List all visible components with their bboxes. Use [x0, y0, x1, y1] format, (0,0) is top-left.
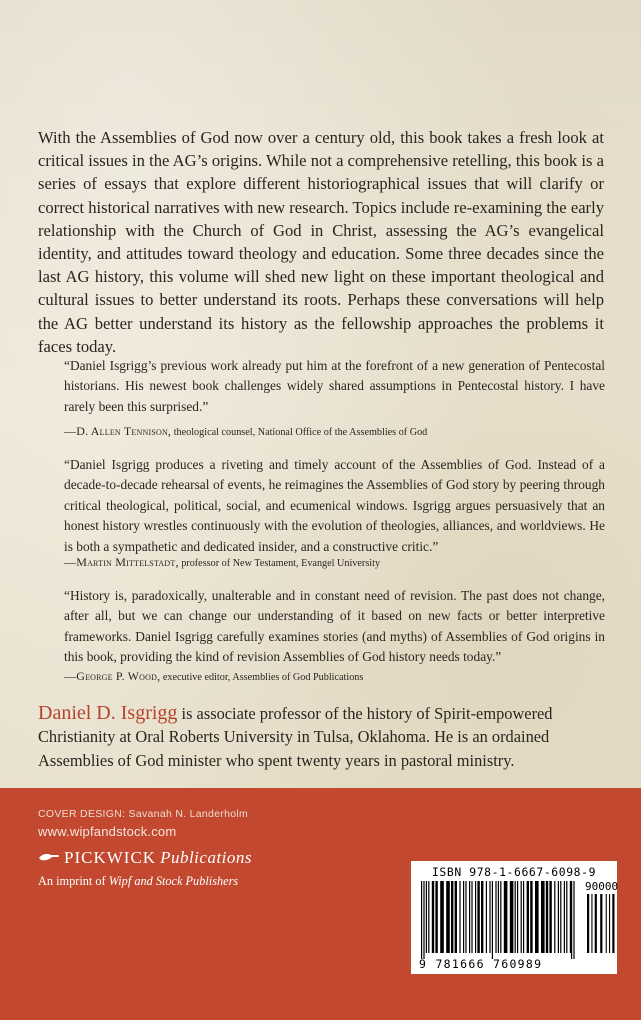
barcode-bar: [495, 881, 496, 953]
barcode-bar: [558, 881, 559, 953]
endorsement-quote: “History is, paradoxically, unalterable and in constant need of revision. The past does not change, after all, but we can change our understanding of it based on new facts or better interpretive frameworks. Daniel Isgrigg carefully examines stories (and myths) of Assemblies of God origins in this book, providing the kind of revision Assemblies of God history needs today.”: [64, 588, 605, 665]
book-description: With the Assemblies of God now over a century old, this book takes a fresh look at critical issues in the AG’s origins. While not a comprehensive retelling, this book is a series of essays that explore different historiographical issues that will clarify or correct historical narratives with new research. Topics include re-examining the early relationship with the Church of God in Christ, assessing the AG’s evangelical identity, and attitudes toward theology and education. Some three decades since the last AG history, this volume will shed new light on these important theological and cultural issues to better understand its roots. Perhaps these conversations will help the AG better understand its history as the fellowship approaches the problems it faces today.: [38, 128, 604, 356]
endorser-role: professor of New Testament, Evangel University: [181, 558, 381, 569]
barcode-bar: [440, 881, 444, 953]
barcode-bar: [541, 881, 545, 953]
pickwick-hand-logo-icon: [38, 848, 60, 868]
endorser-name: —Martin Mittelstadt,: [64, 555, 179, 569]
barcode-bar: [549, 881, 551, 953]
barcode-bar: [435, 881, 437, 953]
barcode-bar: [451, 881, 453, 953]
addon-bar: [612, 894, 614, 953]
barcode-bar: [521, 881, 522, 953]
endorser-role: theological counsel, National Office of the Assemblies of God: [173, 427, 428, 438]
endorser-role: executive editor, Assemblies of God Publications: [162, 672, 364, 683]
endorser-name: —George P. Wood,: [64, 669, 161, 683]
imprint-prefix: An imprint of: [38, 874, 109, 888]
publisher-name: PICKWICK: [64, 848, 157, 867]
addon-bar: [587, 894, 589, 953]
isbn-barcode: [411, 861, 617, 974]
imprint-line: [38, 874, 238, 889]
addon-bar: [606, 894, 607, 953]
barcode-bar: [428, 881, 429, 953]
price-code: 90000: [585, 880, 619, 893]
addon-bar: [600, 894, 602, 953]
barcode-bar: [564, 881, 565, 953]
barcode-bar: [477, 881, 479, 953]
publisher-suffix: Publications: [160, 848, 253, 867]
barcode-bar: [515, 881, 516, 953]
barcode-bar: [426, 881, 427, 953]
barcode-bar: [423, 881, 424, 959]
barcode-bar: [500, 881, 501, 953]
barcode-bar: [530, 881, 532, 953]
addon-bar: [609, 894, 610, 953]
publisher-website[interactable]: www.wipfandstock.com: [38, 824, 177, 839]
endorsement-quote: “Daniel Isgrigg produces a riveting and timely account of the Assemblies of God. Instead of a decade-to-decade rehearsal of events, he reimagines the Assemblies of God story by peering through critical theological, political, social, and ecumenical windows. Isgrigg argues persuasively that an honest history wrestles continuously with the evolution of theologies, alliances, and worldviews. He is both a sympathetic and dedicated insider, and a constructive critic.”: [64, 457, 605, 554]
isbn-number: ISBN 978-1-6667-6098-9: [431, 865, 597, 879]
barcode-bar: [571, 881, 572, 959]
barcode-bar: [455, 881, 457, 953]
endorsement-attribution: [64, 424, 605, 439]
barcode-bar: [463, 881, 464, 953]
author-bio-text: is associate professor of the history of Spirit-empowered Christianity at Oral Roberts University in Tulsa, Oklahoma. He is an ordained Assemblies of God minister who spent twenty years in pastoral ministry.: [38, 704, 553, 770]
barcode-bar: [475, 881, 476, 953]
barcode-bar: [527, 881, 529, 953]
barcode-bar: [492, 881, 493, 959]
ean-number: 9 781666 760989: [419, 957, 543, 971]
barcode-bar: [486, 881, 487, 953]
barcode-bar: [459, 881, 460, 953]
barcode-bar: [570, 881, 571, 953]
barcode-bar: [446, 881, 450, 953]
addon-bar: [591, 894, 592, 953]
endorser-name: —D. Allen Tennison,: [64, 424, 172, 438]
author-bio: [38, 702, 604, 772]
barcode-bar: [465, 881, 466, 953]
barcode-bar: [504, 881, 508, 953]
barcode-bar: [517, 881, 518, 953]
barcode-bar: [554, 881, 555, 953]
barcode-bar: [560, 881, 561, 953]
barcode-bar: [471, 881, 472, 953]
barcode-bar: [481, 881, 483, 953]
barcode-bar: [535, 881, 539, 953]
barcode-bar: [546, 881, 548, 953]
cover-design-credit: COVER DESIGN: Savanah N. Landerholm: [38, 808, 249, 820]
barcode-bar: [469, 881, 470, 953]
barcode-bar: [421, 881, 422, 959]
addon-bar: [595, 894, 597, 953]
barcode-bar: [523, 881, 524, 953]
barcode-bar: [510, 881, 514, 953]
barcode-bar: [489, 881, 490, 953]
barcode-bar: [566, 881, 567, 953]
barcode-bar: [573, 881, 574, 959]
endorsement-attribution: [64, 555, 605, 570]
publisher-logo: [38, 848, 252, 868]
barcode-bar: [432, 881, 434, 953]
endorsement-attribution: [64, 669, 605, 684]
imprint-name: Wipf and Stock Publishers: [108, 874, 239, 888]
author-name: Daniel D. Isgrigg: [38, 702, 178, 724]
endorsement-quote: “Daniel Isgrigg’s previous work already put him at the forefront of a new generation of Pentecostal historians. His newest book challenges widely shared assumptions in Pentecostal history. I have rarely been this surprised.”: [64, 358, 605, 414]
barcode-bar: [498, 881, 499, 953]
